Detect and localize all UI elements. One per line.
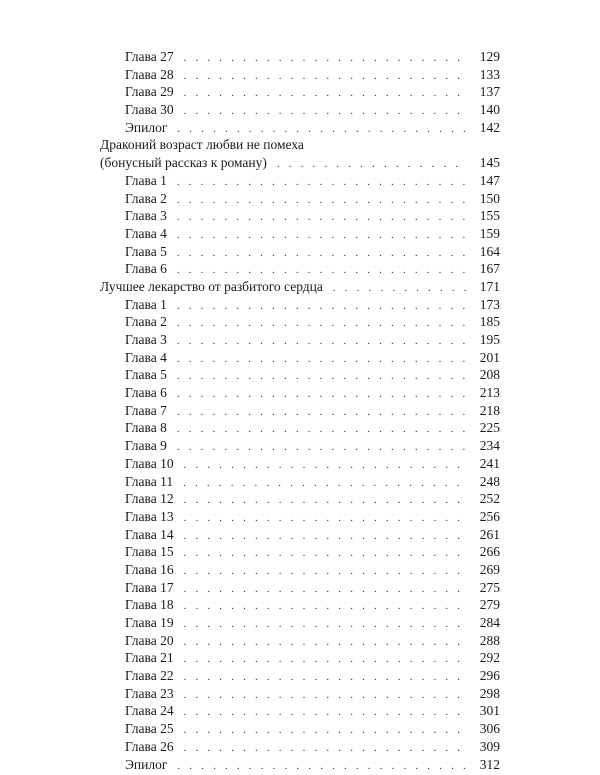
toc-page-number: 312	[474, 756, 500, 774]
toc-entry-label: Глава 10	[125, 455, 174, 473]
toc-entry-label: Глава 21	[125, 649, 174, 667]
toc-entry-label: Глава 30	[125, 101, 174, 119]
dot-leader	[184, 563, 468, 581]
toc-chapter-entry	[100, 313, 500, 331]
toc-page-number: 150	[474, 190, 500, 208]
toc-page-number: 275	[474, 579, 500, 597]
toc-chapter-entry	[100, 738, 500, 756]
toc-entry-label: Глава 2	[125, 190, 167, 208]
toc-chapter-entry	[100, 490, 500, 508]
toc-page-number: 241	[474, 455, 500, 473]
toc-entry-label: Глава 17	[125, 579, 174, 597]
toc-section-heading	[100, 278, 500, 296]
toc-entry-label: Глава 23	[125, 685, 174, 703]
toc-page-number: 252	[474, 490, 500, 508]
toc-page-number: 167	[474, 260, 500, 278]
toc-page-number: 213	[474, 384, 500, 402]
dot-leader	[177, 758, 468, 775]
toc-entry-label: Глава 2	[125, 313, 167, 331]
toc-page-number: 292	[474, 649, 500, 667]
toc-entry-label: Глава 22	[125, 667, 174, 685]
toc-chapter-entry	[100, 508, 500, 526]
dot-leader	[184, 103, 468, 121]
toc-entry-label: Глава 5	[125, 366, 167, 384]
toc-entry-label: Драконий возраст любви не помеха	[100, 136, 304, 154]
dot-leader	[184, 616, 468, 634]
dot-leader	[184, 492, 468, 510]
toc-chapter-entry	[100, 225, 500, 243]
toc-page-number: 301	[474, 702, 500, 720]
toc-page-number: 266	[474, 543, 500, 561]
toc-entry-label: Глава 9	[125, 437, 167, 455]
dot-leader	[177, 227, 468, 245]
toc-chapter-entry	[100, 526, 500, 544]
toc-entry-label: Глава 26	[125, 738, 174, 756]
toc-page-number: 269	[474, 561, 500, 579]
dot-leader	[177, 351, 468, 369]
toc-page-number: 185	[474, 313, 500, 331]
toc-chapter-entry	[100, 614, 500, 632]
toc-page-number: 298	[474, 685, 500, 703]
dot-leader	[184, 669, 468, 687]
dot-leader	[184, 510, 468, 528]
dot-leader	[184, 651, 468, 669]
dot-leader	[184, 598, 468, 616]
dot-leader	[184, 50, 468, 68]
dot-leader	[177, 192, 468, 210]
toc-page-number: 159	[474, 225, 500, 243]
toc-entry-label: Глава 18	[125, 596, 174, 614]
toc-page-number: 309	[474, 738, 500, 756]
toc-entry-label: Глава 3	[125, 207, 167, 225]
toc-page-number: 173	[474, 296, 500, 314]
toc-chapter-entry	[100, 561, 500, 579]
toc-chapter-entry	[100, 101, 500, 119]
toc-entry-label: Глава 19	[125, 614, 174, 632]
toc-chapter-entry	[100, 402, 500, 420]
toc-entry-label: Эпилог	[125, 119, 167, 137]
toc-entry-label: Глава 11	[125, 473, 173, 491]
toc-chapter-entry	[100, 756, 500, 774]
toc-entry-label: Глава 14	[125, 526, 174, 544]
toc-chapter-entry	[100, 667, 500, 685]
toc-chapter-entry	[100, 349, 500, 367]
dot-leader	[177, 368, 468, 386]
toc-entry-label: Глава 24	[125, 702, 174, 720]
toc-page-number: 256	[474, 508, 500, 526]
toc-page-number: 261	[474, 526, 500, 544]
dot-leader	[177, 298, 468, 316]
toc-chapter-entry	[100, 384, 500, 402]
toc-chapter-entry	[100, 720, 500, 738]
toc-page-number: 208	[474, 366, 500, 384]
dot-leader	[177, 404, 468, 422]
toc-entry-label: Глава 13	[125, 508, 174, 526]
toc-entry-label: Глава 25	[125, 720, 174, 738]
toc-entry-label: Глава 12	[125, 490, 174, 508]
toc-chapter-entry	[100, 632, 500, 650]
toc-page-number: 133	[474, 66, 500, 84]
toc-chapter-entry	[100, 437, 500, 455]
toc-chapter-entry	[100, 48, 500, 66]
dot-leader	[177, 209, 468, 227]
toc-page-number: 142	[474, 119, 500, 137]
toc-chapter-entry	[100, 331, 500, 349]
toc-chapter-entry	[100, 366, 500, 384]
toc-entry-label: Глава 4	[125, 349, 167, 367]
toc-chapter-entry	[100, 596, 500, 614]
toc-page-number: 195	[474, 331, 500, 349]
toc-page-number: 288	[474, 632, 500, 650]
toc-entry-label: Глава 1	[125, 296, 167, 314]
toc-page-number: 296	[474, 667, 500, 685]
toc-page-number: 218	[474, 402, 500, 420]
toc-chapter-entry	[100, 207, 500, 225]
toc-page-number: 145	[474, 154, 500, 172]
toc-entry-label: Глава 8	[125, 419, 167, 437]
toc-chapter-entry	[100, 543, 500, 561]
toc-entry-label: Глава 1	[125, 172, 167, 190]
toc-entry-label: Глава 28	[125, 66, 174, 84]
dot-leader	[177, 333, 468, 351]
toc-chapter-entry	[100, 243, 500, 261]
toc-entry-label: Глава 15	[125, 543, 174, 561]
toc-page-number: 234	[474, 437, 500, 455]
toc-page-number: 155	[474, 207, 500, 225]
toc-entry-label: Глава 3	[125, 331, 167, 349]
toc-chapter-entry	[100, 579, 500, 597]
toc-chapter-entry	[100, 260, 500, 278]
toc-chapter-entry	[100, 66, 500, 84]
toc-page-number: 171	[474, 278, 500, 296]
toc-page-number: 137	[474, 83, 500, 101]
toc-entry-label: Глава 5	[125, 243, 167, 261]
dot-leader	[177, 245, 468, 263]
dot-leader	[184, 545, 468, 563]
dot-leader	[184, 457, 468, 475]
toc-page-number: 140	[474, 101, 500, 119]
dot-leader	[277, 156, 468, 174]
dot-leader	[177, 315, 468, 333]
dot-leader	[184, 581, 468, 599]
dot-leader	[184, 722, 468, 740]
table-of-contents	[100, 48, 500, 773]
dot-leader	[177, 439, 468, 457]
dot-leader	[184, 704, 468, 722]
toc-chapter-entry	[100, 419, 500, 437]
toc-entry-label: Глава 27	[125, 48, 174, 66]
toc-entry-label: Глава 16	[125, 561, 174, 579]
dot-leader	[183, 475, 468, 493]
toc-entry-label: Глава 4	[125, 225, 167, 243]
dot-leader	[184, 68, 468, 86]
toc-page-number: 248	[474, 473, 500, 491]
toc-chapter-entry	[100, 702, 500, 720]
toc-chapter-entry	[100, 190, 500, 208]
dot-leader	[177, 386, 468, 404]
toc-page-number: 279	[474, 596, 500, 614]
toc-entry-label: Глава 6	[125, 260, 167, 278]
toc-page-number: 147	[474, 172, 500, 190]
toc-chapter-entry	[100, 296, 500, 314]
dot-leader	[177, 174, 468, 192]
toc-entry-label: Глава 6	[125, 384, 167, 402]
toc-entry-label: Глава 29	[125, 83, 174, 101]
toc-section-heading	[100, 154, 500, 172]
toc-chapter-entry	[100, 649, 500, 667]
toc-page-number: 284	[474, 614, 500, 632]
dot-leader	[333, 280, 468, 298]
toc-entry-label: Глава 20	[125, 632, 174, 650]
toc-entry-label: (бонусный рассказ к роману)	[100, 154, 267, 172]
dot-leader	[177, 421, 468, 439]
toc-chapter-entry	[100, 83, 500, 101]
toc-page-number: 306	[474, 720, 500, 738]
toc-chapter-entry	[100, 455, 500, 473]
toc-entry-label: Лучшее лекарство от разбитого сердца	[100, 278, 323, 296]
toc-chapter-entry	[100, 685, 500, 703]
toc-page-number: 164	[474, 243, 500, 261]
toc-chapter-entry	[100, 473, 500, 491]
toc-chapter-entry	[100, 119, 500, 137]
dot-leader	[184, 634, 468, 652]
dot-leader	[184, 528, 468, 546]
dot-leader	[184, 687, 468, 705]
toc-chapter-entry	[100, 172, 500, 190]
toc-page-number: 129	[474, 48, 500, 66]
toc-page-number: 225	[474, 419, 500, 437]
toc-page-number: 201	[474, 349, 500, 367]
toc-section-heading	[100, 136, 500, 154]
dot-leader	[184, 85, 468, 103]
toc-entry-label: Глава 7	[125, 402, 167, 420]
toc-entry-label: Эпилог	[125, 756, 167, 774]
dot-leader	[184, 740, 468, 758]
